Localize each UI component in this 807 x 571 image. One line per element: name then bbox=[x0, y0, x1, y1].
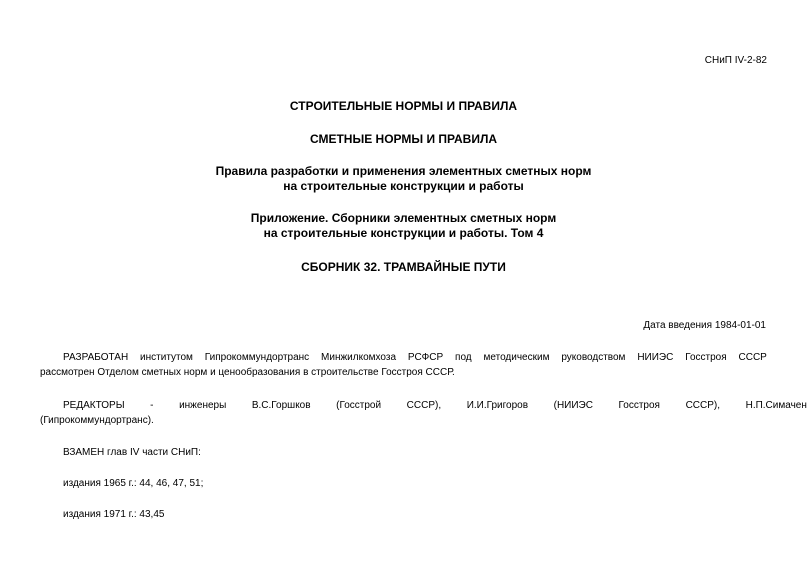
developed-word: РАЗРАБОТАН bbox=[63, 352, 129, 363]
title-appendix-line-2: на строительные конструкции и работы. Том 4 bbox=[263, 226, 544, 240]
title-rules-line-2: на строительные конструкции и работы bbox=[283, 179, 524, 193]
developed-paragraph bbox=[40, 350, 767, 380]
edition-1965-paragraph: издания 1965 г.: 44, 46, 47, 51; bbox=[63, 478, 204, 489]
editors-word: (НИИЭС bbox=[553, 400, 593, 411]
developed-word: Гипрокоммундортранс bbox=[204, 352, 310, 363]
developed-word: институтом bbox=[140, 352, 193, 363]
editors-word: РЕДАКТОРЫ bbox=[63, 400, 125, 411]
developed-word: СССР bbox=[738, 352, 767, 363]
editors-line-2: (Гипрокоммундортранс). bbox=[40, 415, 154, 426]
document-code: СНиП IV-2-82 bbox=[704, 55, 767, 66]
title-building-norms: СТРОИТЕЛЬНЫЕ НОРМЫ И ПРАВИЛА bbox=[289, 99, 518, 113]
developed-word: руководством bbox=[561, 352, 626, 363]
developed-line-1 bbox=[40, 350, 767, 365]
title-appendix-line-1: Приложение. Сборники элементных сметных норм bbox=[250, 211, 557, 225]
date-of-introduction: Дата введения 1984-01-01 bbox=[643, 320, 766, 331]
title-rules-line-1: Правила разработки и применения элементных сметных норм bbox=[215, 164, 592, 178]
developed-word: РСФСР bbox=[407, 352, 444, 363]
editors-word: - bbox=[150, 400, 154, 411]
title-rules bbox=[0, 164, 807, 194]
collection-title: СБОРНИК 32. ТРАМВАЙНЫЕ ПУТИ bbox=[301, 260, 506, 274]
editors-paragraph bbox=[40, 398, 807, 428]
editors-word: СССР), bbox=[406, 400, 442, 411]
editors-line-1 bbox=[40, 398, 807, 413]
edition-1971-paragraph: издания 1971 г.: 43,45 bbox=[63, 509, 165, 520]
developed-word: методическим bbox=[483, 352, 550, 363]
title-estimate-norms: СМЕТНЫЕ НОРМЫ И ПРАВИЛА bbox=[309, 132, 498, 146]
title-appendix bbox=[0, 211, 807, 241]
editors-word: И.И.Григоров bbox=[466, 400, 529, 411]
editors-word: Н.П.Симачен bbox=[745, 400, 807, 411]
developed-line-2: рассмотрен Отделом сметных норм и ценообразования в строительстве Госстроя СССР. bbox=[40, 367, 455, 378]
developed-word: Минжилкомхоза bbox=[321, 352, 397, 363]
replaces-paragraph: ВЗАМЕН глав IV части СНиП: bbox=[63, 447, 201, 458]
editors-word: инженеры bbox=[179, 400, 227, 411]
developed-word: Госстроя bbox=[685, 352, 727, 363]
editors-word: Госстроя bbox=[618, 400, 660, 411]
editors-word: В.С.Горшков bbox=[251, 400, 311, 411]
editors-word: СССР), bbox=[685, 400, 721, 411]
editors-word: (Госстрой bbox=[336, 400, 382, 411]
developed-word: НИИЭС bbox=[637, 352, 674, 363]
developed-word: под bbox=[455, 352, 472, 363]
